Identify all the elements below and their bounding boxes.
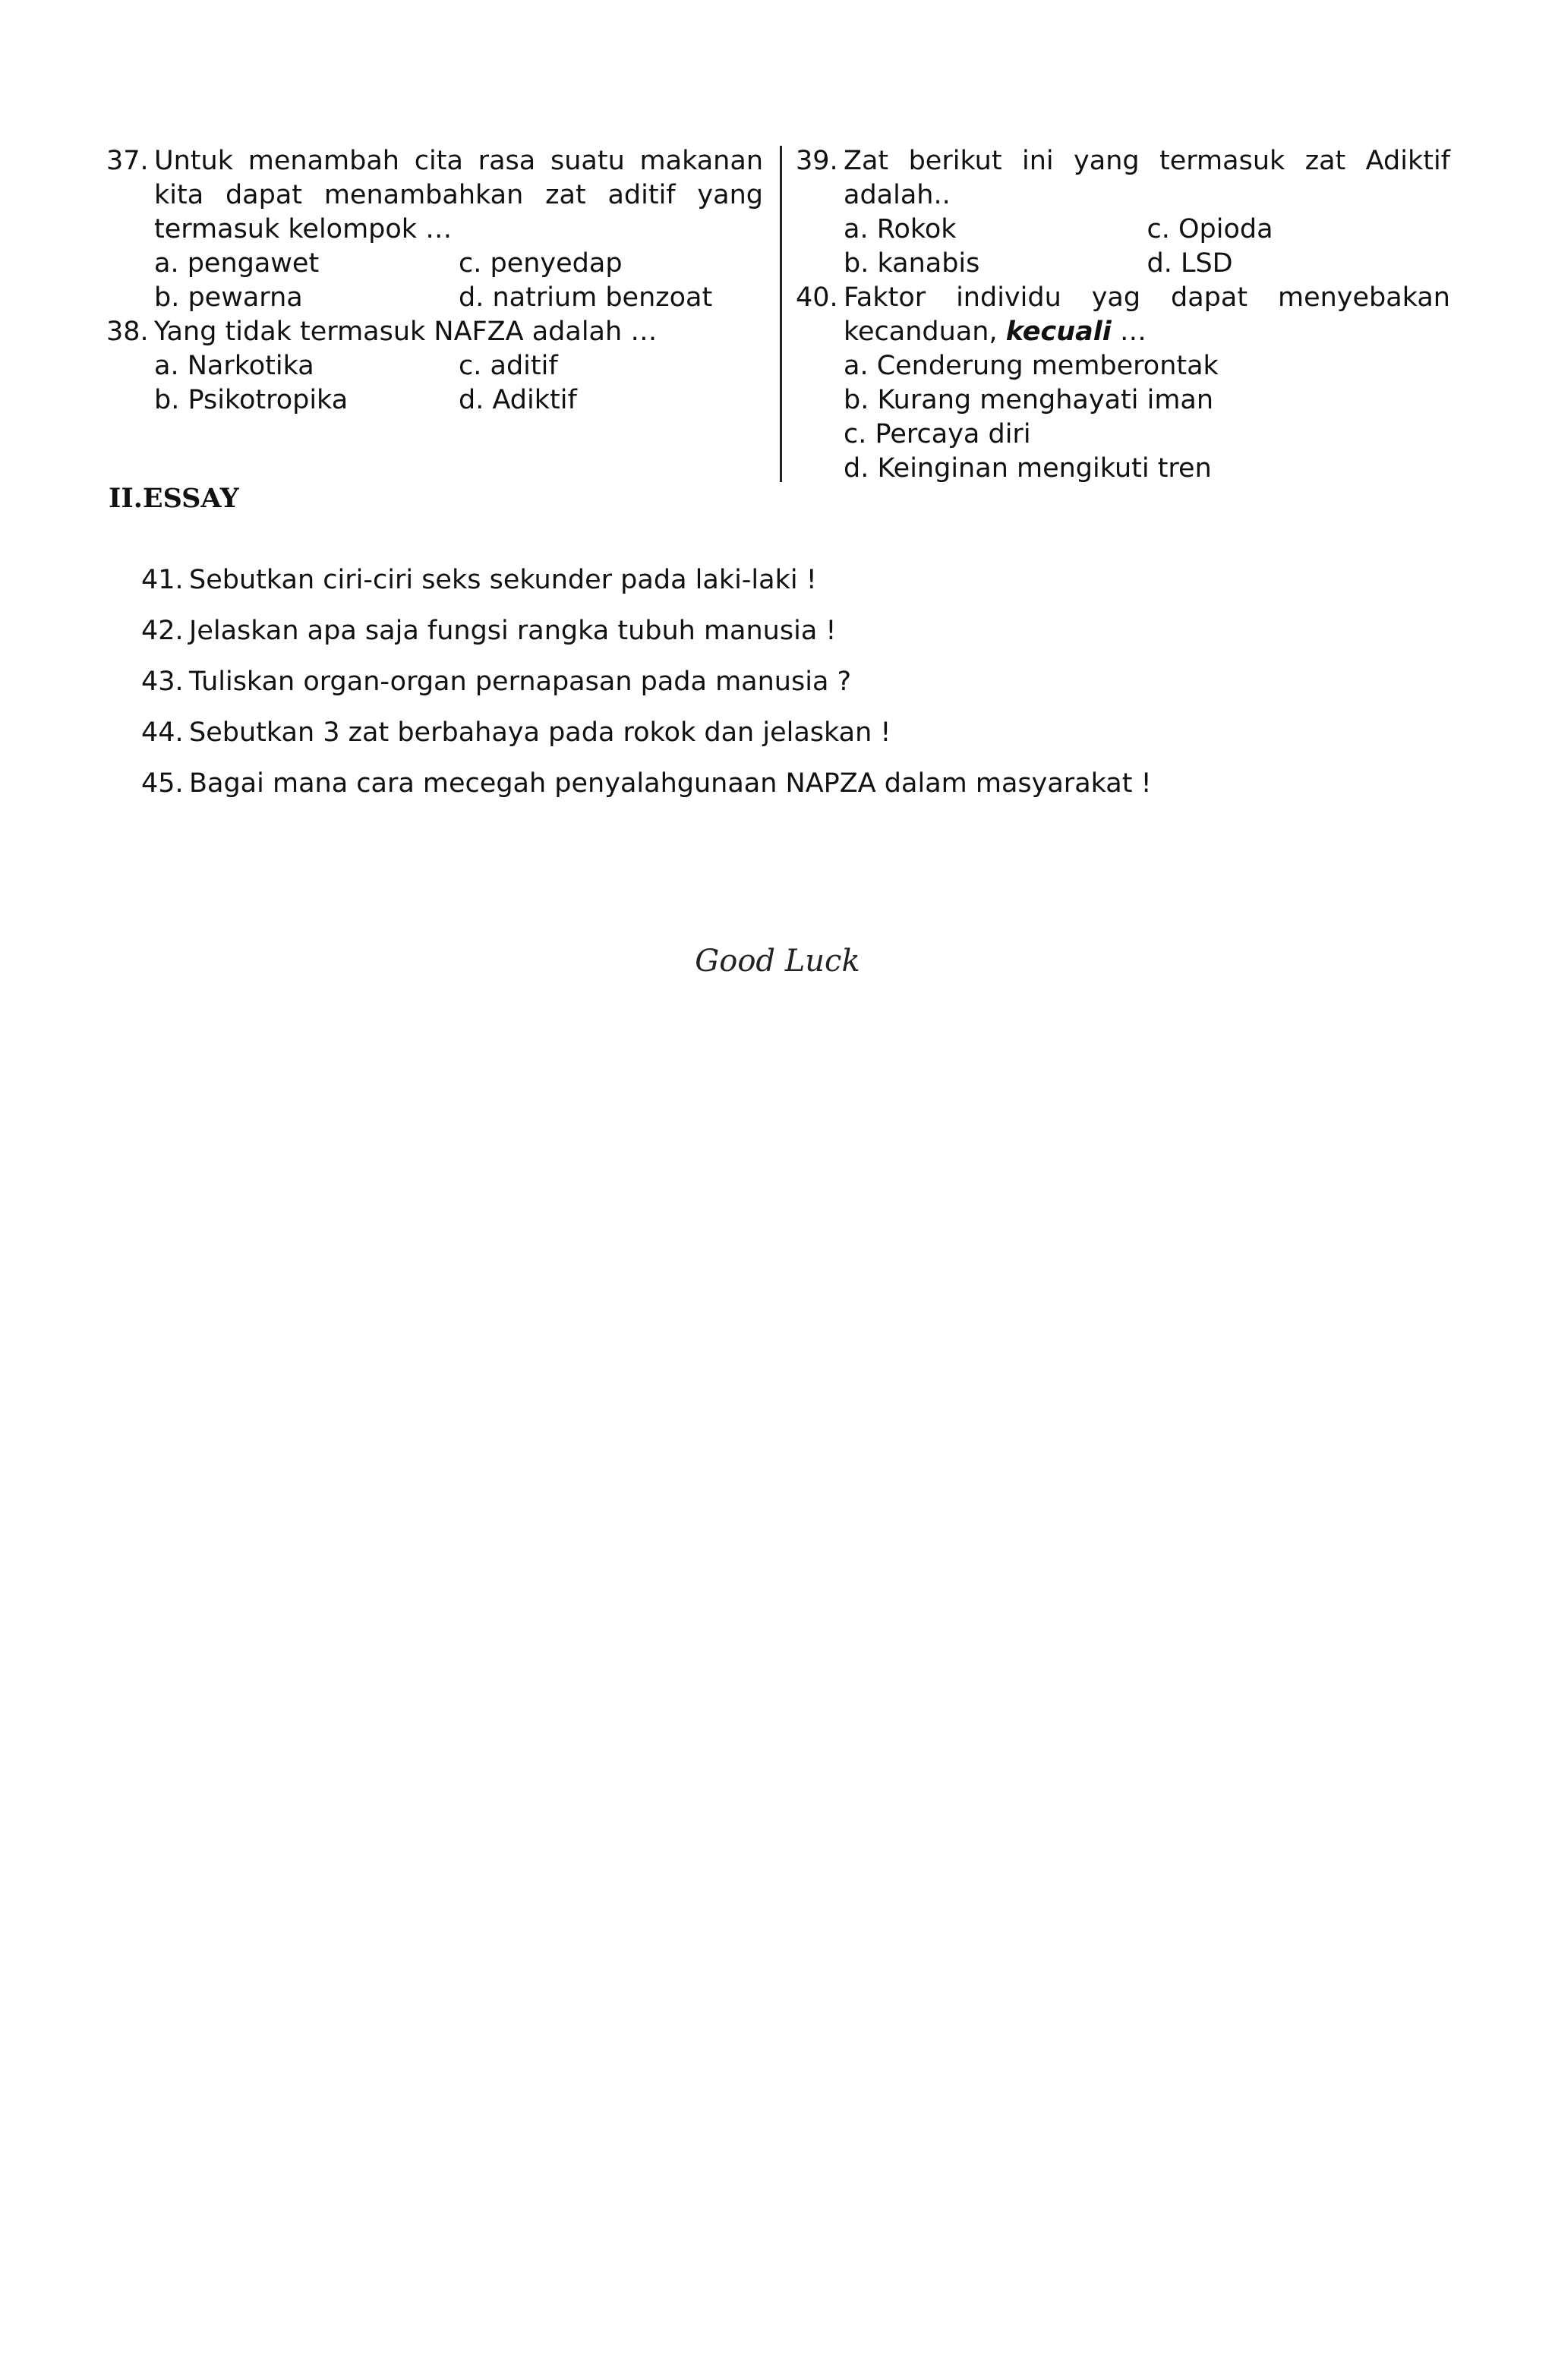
option: c. penyedap xyxy=(459,248,623,279)
question-38 xyxy=(106,315,763,349)
question-text: Untuk menambah cita rasa suatu makanan kita dapat menambahkan zat aditif yang termasuk kelompok … xyxy=(154,146,763,244)
essay-number: 43. xyxy=(141,667,184,697)
essay-item xyxy=(141,716,1152,750)
essay-text: Sebutkan ciri-ciri seks sekunder pada laki-laki ! xyxy=(189,565,817,595)
essay-text: Tuliskan organ-organ pernapasan pada manusia ? xyxy=(189,667,852,697)
question-number: 37. xyxy=(106,146,149,176)
question-text: Zat berikut ini yang termasuk zat Adiktif adalah.. xyxy=(844,146,1450,210)
question-emphasis: kecuali xyxy=(1005,317,1112,347)
essay-number: 42. xyxy=(141,616,184,646)
options-40 xyxy=(796,349,1450,486)
question-text-line-2 xyxy=(844,315,1450,349)
option: c. aditif xyxy=(459,351,558,381)
question-number: 40. xyxy=(796,282,838,313)
essay-item xyxy=(141,563,1152,597)
option: b. Psikotropika xyxy=(154,385,349,415)
essay-text: Jelaskan apa saja fungsi rangka tubuh manusia ! xyxy=(189,616,837,646)
option: b. kanabis xyxy=(844,248,980,279)
option: a. pengawet xyxy=(154,248,320,279)
option: b. Kurang menghayati iman xyxy=(844,385,1214,415)
question-text-part: … xyxy=(1119,317,1147,347)
section-title: II.ESSAY xyxy=(109,483,239,514)
question-40 xyxy=(796,281,1450,349)
right-question-column xyxy=(796,144,1450,486)
essay-text: Sebutkan 3 zat berbahaya pada rokok dan jelaskan ! xyxy=(189,717,891,748)
essay-number: 41. xyxy=(141,565,184,595)
option: b. pewarna xyxy=(154,282,303,313)
options-37 xyxy=(106,247,763,315)
option: c. Percaya diri xyxy=(844,419,1031,449)
option: d. Adiktif xyxy=(459,385,577,415)
question-number: 39. xyxy=(796,146,838,176)
question-37 xyxy=(106,144,763,247)
option: a. Cenderung memberontak xyxy=(844,351,1219,381)
options-39 xyxy=(796,213,1450,281)
essay-number: 44. xyxy=(141,717,184,748)
left-question-column xyxy=(106,144,763,418)
question-number: 38. xyxy=(106,317,149,347)
column-divider xyxy=(780,146,782,482)
essay-text: Bagai mana cara mecegah penyalahgunaan NAPZA dalam masyarakat ! xyxy=(189,768,1152,799)
question-text-line-1: Faktor individu yag dapat menyebakan xyxy=(844,282,1450,313)
options-38 xyxy=(106,349,763,418)
question-39 xyxy=(796,144,1450,213)
option: d. natrium benzoat xyxy=(459,282,713,313)
question-text: Yang tidak termasuk NAFZA adalah … xyxy=(154,317,658,347)
option: c. Opioda xyxy=(1147,214,1273,244)
essay-item xyxy=(141,614,1152,648)
essay-item xyxy=(141,767,1152,801)
essay-list xyxy=(141,563,1152,818)
question-text-part: kecanduan, xyxy=(844,317,998,347)
option: a. Narkotika xyxy=(154,351,314,381)
option: d. LSD xyxy=(1147,248,1233,279)
closing-message: Good Luck xyxy=(695,944,860,979)
essay-item xyxy=(141,665,1152,699)
option: a. Rokok xyxy=(844,214,957,244)
essay-number: 45. xyxy=(141,768,184,799)
option: d. Keinginan mengikuti tren xyxy=(844,453,1212,484)
